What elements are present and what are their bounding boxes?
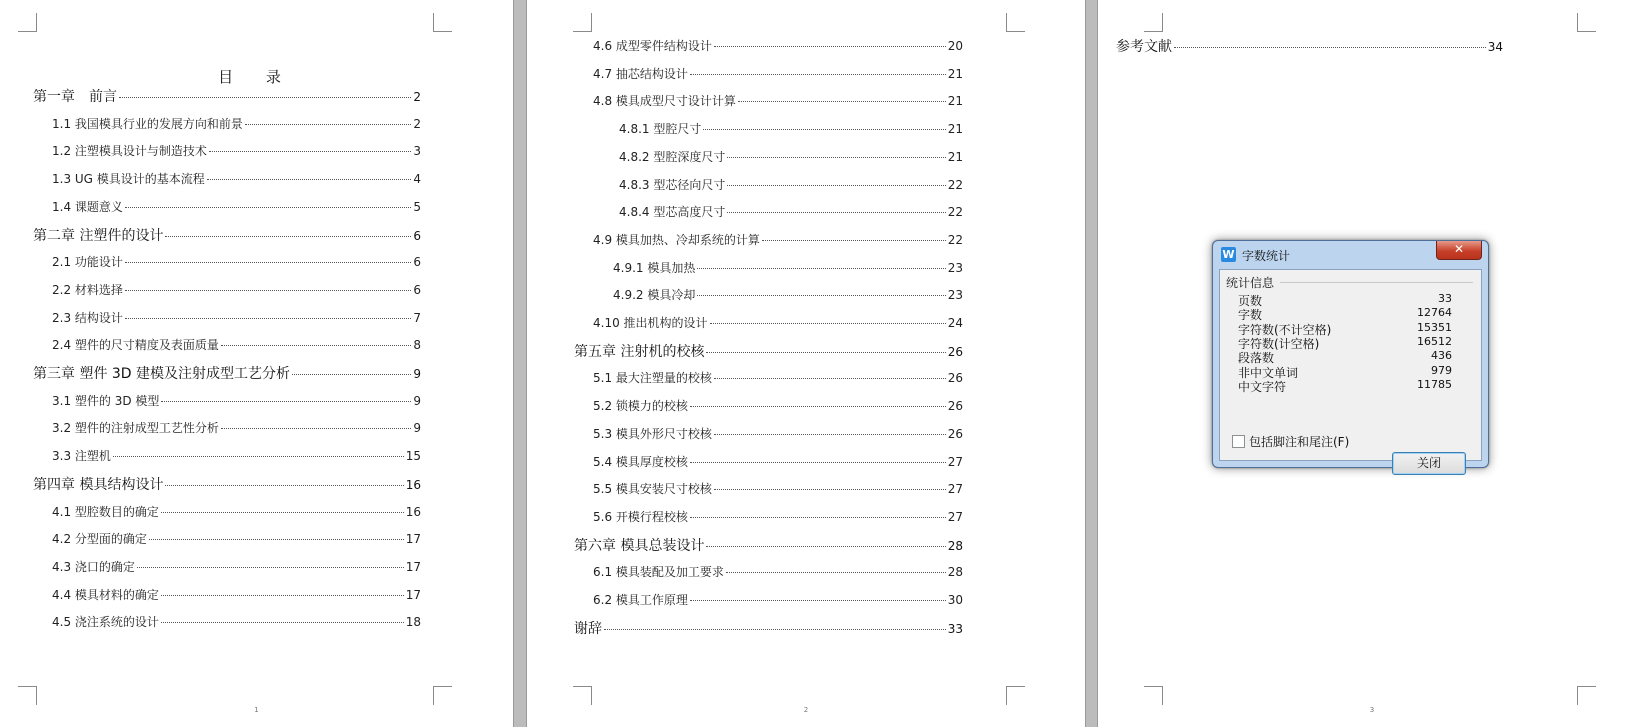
- toc-section-entry[interactable]: [593, 37, 963, 54]
- toc-leader-dots: [221, 345, 411, 346]
- toc-leader-dots: [738, 101, 946, 102]
- toc-page-number: 16: [405, 478, 421, 492]
- toc-section-entry[interactable]: [593, 453, 963, 470]
- toc-page-number: 15: [405, 449, 421, 463]
- toc-page-number: 21: [947, 67, 963, 81]
- close-button[interactable]: 关闭: [1392, 452, 1466, 475]
- toc-page-number: 33: [947, 622, 963, 636]
- page-gutter-1: [513, 0, 527, 727]
- toc-section-entry[interactable]: [52, 142, 421, 159]
- toc-chapter-entry[interactable]: [574, 535, 963, 555]
- toc-page-number: 21: [947, 122, 963, 136]
- stat-value: 436: [1431, 349, 1452, 363]
- toc-page-number: 17: [405, 532, 421, 546]
- page-number: 3: [1369, 706, 1375, 714]
- toc-page-number: 22: [947, 233, 963, 247]
- crop-mark-top-right: [433, 13, 452, 32]
- stat-value: 979: [1431, 363, 1452, 377]
- toc-section-entry[interactable]: [593, 231, 963, 248]
- toc-leader-dots: [714, 434, 946, 435]
- crop-mark-top-right: [1577, 13, 1596, 32]
- toc-leader-dots: [727, 185, 945, 186]
- toc-page-number: 5: [413, 200, 421, 214]
- toc-leader-dots: [703, 129, 945, 130]
- crop-mark-top-left: [18, 13, 37, 32]
- toc-entry-text: 1.2 注塑模具设计与制造技术: [52, 144, 207, 158]
- toc-page-number: 18: [405, 615, 421, 629]
- toc-page-number: 26: [947, 399, 963, 413]
- toc-leader-dots: [165, 485, 403, 486]
- toc-entry-text: 4.10 推出机构的设计: [593, 316, 708, 330]
- page-number: 1: [254, 706, 259, 714]
- toc-entry-text: 4.9.1 模具加热: [613, 261, 696, 275]
- toc-section-entry[interactable]: [52, 558, 421, 575]
- toc-page-number: 26: [947, 371, 963, 385]
- toc-section-entry[interactable]: [593, 591, 963, 608]
- toc-page-number: 24: [947, 316, 963, 330]
- toc-section-entry[interactable]: [619, 176, 963, 193]
- toc-entry-text: 谢辞: [574, 621, 602, 637]
- toc-leader-dots: [762, 240, 946, 241]
- toc-page-number: 23: [947, 261, 963, 275]
- toc-section-entry[interactable]: [593, 314, 963, 331]
- toc-chapter-entry[interactable]: [33, 86, 421, 106]
- toc-leader-dots: [161, 622, 404, 623]
- dialog-titlebar[interactable]: [1213, 241, 1488, 269]
- toc-leader-dots: [207, 179, 412, 180]
- stat-value: 15351: [1417, 320, 1452, 334]
- toc-page-number: 3: [413, 144, 421, 158]
- stat-row: [1238, 292, 1452, 307]
- toc-leader-dots: [690, 517, 946, 518]
- toc-page-number: 27: [947, 455, 963, 469]
- stat-row: [1238, 364, 1452, 379]
- toc-chapter-entry[interactable]: [33, 474, 421, 494]
- stat-value: 16512: [1417, 334, 1452, 348]
- toc-entry-text: 4.7 抽芯结构设计: [593, 67, 688, 81]
- stat-label: 字数: [1238, 308, 1263, 323]
- toc-entry-text: 第一章 前言: [33, 89, 117, 105]
- crop-mark-bottom-right: [1577, 686, 1596, 705]
- toc-section-entry[interactable]: [593, 65, 963, 82]
- toc-entry-text: 5.3 模具外形尺寸校核: [593, 427, 712, 441]
- toc-entry-text: 第六章 模具总装设计: [574, 538, 705, 554]
- toc-leader-dots: [1174, 47, 1486, 48]
- toc-page-number: 30: [947, 593, 963, 607]
- toc-entry-text: 1.3 UG 模具设计的基本流程: [52, 172, 205, 186]
- toc-page-number: 21: [947, 150, 963, 164]
- toc-entry-text: 第三章 塑件 3D 建模及注射成型工艺分析: [33, 366, 291, 382]
- toc-entry-text: 4.5 浇注系统的设计: [52, 615, 159, 629]
- toc-leader-dots: [690, 406, 946, 407]
- toc-section-entry[interactable]: [619, 148, 963, 165]
- toc-entry-text: 第二章 注塑件的设计: [33, 228, 164, 244]
- document-page-2[interactable]: [527, 0, 1085, 727]
- toc-page-number: 22: [947, 178, 963, 192]
- stat-row: [1238, 378, 1452, 393]
- toc-section-entry[interactable]: [593, 425, 963, 442]
- toc-section-entry[interactable]: [593, 508, 963, 525]
- toc-section-entry[interactable]: [52, 115, 421, 132]
- toc-page-number: 21: [947, 94, 963, 108]
- toc-leader-dots: [714, 489, 946, 490]
- toc-entry-text: 5.6 开模行程校核: [593, 510, 688, 524]
- toc-entry-text: 4.3 浇口的确定: [52, 560, 135, 574]
- toc-entry-text: 2.4 塑件的尺寸精度及表面质量: [52, 338, 219, 352]
- toc-entry-text: 第四章 模具结构设计: [33, 477, 164, 493]
- toc-section-entry[interactable]: [593, 563, 963, 580]
- include-footnotes-label[interactable]: 包括脚注和尾注(F): [1249, 435, 1350, 449]
- word-count-dialog[interactable]: [1212, 240, 1489, 468]
- toc-page-number: 20: [947, 39, 963, 53]
- toc-leader-dots: [125, 262, 411, 263]
- toc-chapter-entry[interactable]: [574, 618, 963, 638]
- toc-section-entry[interactable]: [52, 419, 421, 436]
- page-number: 2: [803, 706, 809, 714]
- toc-section-entry[interactable]: [52, 530, 421, 547]
- toc-page-number: 34: [1487, 40, 1503, 54]
- toc-leader-dots: [690, 462, 946, 463]
- toc-page-number: 28: [947, 565, 963, 579]
- toc-leader-dots: [604, 629, 946, 630]
- toc-title: 目 录: [218, 68, 295, 86]
- toc-section-entry[interactable]: [52, 309, 421, 326]
- toc-page-number: 2: [413, 117, 421, 131]
- toc-page-number: 9: [413, 367, 421, 381]
- toc-leader-dots: [706, 546, 945, 547]
- toc-entry-text: 3.2 塑件的注射成型工艺性分析: [52, 421, 219, 435]
- toc-leader-dots: [727, 157, 945, 158]
- toc-section-entry[interactable]: [52, 253, 421, 270]
- crop-mark-top-left: [573, 13, 592, 32]
- toc-section-entry[interactable]: [613, 286, 963, 303]
- toc-section-entry[interactable]: [619, 120, 963, 137]
- toc-entry-text: 4.9.2 模具冷却: [613, 288, 696, 302]
- toc-page-number: 26: [947, 427, 963, 441]
- toc-section-entry[interactable]: [52, 392, 421, 409]
- toc-section-entry[interactable]: [593, 397, 963, 414]
- toc-leader-dots: [706, 352, 945, 353]
- toc-section-entry[interactable]: [52, 447, 421, 464]
- toc-section-entry[interactable]: [52, 503, 421, 520]
- document-page-1[interactable]: [0, 0, 513, 727]
- toc-entry-text: 4.8 模具成型尺寸设计计算: [593, 94, 736, 108]
- toc-entry-text: 1.4 课题意义: [52, 200, 123, 214]
- toc-entry-text: 6.2 模具工作原理: [593, 593, 688, 607]
- toc-entry-text: 2.2 材料选择: [52, 283, 123, 297]
- toc-section-entry[interactable]: [593, 369, 963, 386]
- page-gutter-2: [1085, 0, 1098, 727]
- toc-leader-dots: [697, 295, 945, 296]
- toc-page-number: 9: [413, 394, 421, 408]
- stat-label: 中文字符: [1238, 379, 1287, 394]
- toc-entry-text: 4.8.1 型腔尺寸: [619, 122, 702, 136]
- toc-section-entry[interactable]: [52, 613, 421, 630]
- toc-section-entry[interactable]: [613, 259, 963, 276]
- toc-leader-dots: [690, 74, 946, 75]
- stats-group-label: 统计信息: [1226, 274, 1278, 291]
- stat-label: 页数: [1238, 294, 1263, 308]
- toc-entry-text: 4.8.4 型芯高度尺寸: [619, 205, 726, 219]
- toc-leader-dots: [209, 151, 411, 152]
- toc-page-number: 26: [947, 345, 963, 359]
- stat-value: 33: [1438, 292, 1452, 305]
- toc-page-number: 6: [413, 283, 421, 297]
- stat-value: 12764: [1417, 306, 1452, 320]
- crop-mark-bottom-right: [433, 686, 452, 705]
- toc-section-entry[interactable]: [52, 198, 421, 215]
- toc-leader-dots: [221, 428, 411, 429]
- toc-page-number: 7: [413, 311, 421, 325]
- toc-page-number: 17: [405, 560, 421, 574]
- stat-label: 非中文单词: [1238, 365, 1299, 380]
- toc-leader-dots: [161, 401, 411, 402]
- toc-section-entry[interactable]: [52, 586, 421, 603]
- crop-mark-bottom-left: [573, 686, 592, 705]
- toc-leader-dots: [125, 207, 411, 208]
- toc-page-number: 2: [413, 90, 421, 104]
- crop-mark-top-left: [1144, 13, 1163, 32]
- toc-leader-dots: [137, 567, 404, 568]
- toc-leader-dots: [165, 236, 411, 237]
- toc-entry-text: 4.2 分型面的确定: [52, 532, 147, 546]
- toc-chapter-entry[interactable]: [574, 341, 963, 361]
- toc-leader-dots: [697, 268, 945, 269]
- stat-value: 11785: [1417, 377, 1452, 391]
- toc-page-number: 22: [947, 205, 963, 219]
- toc-leader-dots: [727, 212, 945, 213]
- toc-page-number: 23: [947, 288, 963, 302]
- toc-entry-text: 3.1 塑件的 3D 模型: [52, 394, 160, 408]
- toc-leader-dots: [125, 318, 411, 319]
- dialog-body: [1219, 269, 1482, 470]
- toc-section-entry[interactable]: [619, 203, 963, 220]
- toc-page-number: 8: [413, 338, 421, 352]
- toc-leader-dots: [161, 595, 404, 596]
- toc-section-entry[interactable]: [593, 92, 963, 109]
- toc-page-number: 27: [947, 482, 963, 496]
- toc-leader-dots: [292, 374, 411, 375]
- toc-chapter-entry[interactable]: [33, 363, 421, 383]
- crop-mark-bottom-right: [1006, 686, 1025, 705]
- toc-leader-dots: [245, 124, 411, 125]
- toc-entry-text: 4.1 型腔数目的确定: [52, 505, 159, 519]
- toc-leader-dots: [149, 539, 404, 540]
- toc-entry-text: 4.9 模具加热、冷却系统的计算: [593, 233, 760, 247]
- toc-entry-text: 4.8.3 型芯径向尺寸: [619, 178, 726, 192]
- toc-page-number: 16: [405, 505, 421, 519]
- toc-page-number: 6: [413, 229, 421, 243]
- stat-label: 字符数(计空格): [1238, 336, 1320, 351]
- toc-leader-dots: [113, 456, 404, 457]
- toc-section-entry[interactable]: [52, 170, 421, 187]
- toc-page-number: 17: [405, 588, 421, 602]
- stat-row: [1238, 321, 1452, 336]
- toc-entry-text: 2.1 功能设计: [52, 255, 123, 269]
- toc-leader-dots: [690, 600, 946, 601]
- toc-entry-text: 第五章 注射机的校核: [574, 344, 705, 360]
- toc-entry-text: 5.5 模具安装尺寸校核: [593, 482, 712, 496]
- toc-entry-text: 2.3 结构设计: [52, 311, 123, 325]
- toc-section-entry[interactable]: [52, 281, 421, 298]
- toc-leader-dots: [714, 46, 946, 47]
- stat-label: 字符数(不计空格): [1238, 322, 1332, 337]
- toc-page-number: 6: [413, 255, 421, 269]
- stat-row: [1238, 306, 1452, 321]
- toc-leader-dots: [714, 378, 946, 379]
- toc-entry-text: 参考文献: [1116, 39, 1172, 55]
- stat-row: [1238, 335, 1452, 350]
- include-footnotes-checkbox[interactable]: [1232, 435, 1245, 448]
- toc-entry-text: 1.1 我国模具行业的发展方向和前景: [52, 117, 243, 131]
- toc-page-number: 27: [947, 510, 963, 524]
- close-icon[interactable]: ✕: [1436, 241, 1482, 260]
- crop-mark-top-right: [1006, 13, 1025, 32]
- toc-page-number: 4: [413, 172, 421, 186]
- crop-mark-bottom-left: [1144, 686, 1163, 705]
- toc-entry-text: 3.3 注塑机: [52, 449, 111, 463]
- toc-leader-dots: [710, 323, 946, 324]
- toc-leader-dots: [726, 572, 946, 573]
- toc-chapter-entry[interactable]: [1116, 36, 1503, 56]
- dialog-title: 字数统计: [1242, 249, 1291, 263]
- stat-row: [1238, 349, 1452, 364]
- toc-leader-dots: [125, 290, 411, 291]
- group-divider: [1280, 282, 1473, 283]
- toc-page-number: 28: [947, 539, 963, 553]
- toc-entry-text: 4.6 成型零件结构设计: [593, 39, 712, 53]
- wps-writer-icon: W: [1222, 248, 1235, 261]
- toc-page-number: 9: [413, 421, 421, 435]
- toc-entry-text: 4.4 模具材料的确定: [52, 588, 159, 602]
- toc-entry-text: 5.2 锁模力的校核: [593, 399, 688, 413]
- toc-entry-text: 5.4 模具厚度校核: [593, 455, 688, 469]
- toc-chapter-entry[interactable]: [33, 225, 421, 245]
- crop-mark-bottom-left: [18, 686, 37, 705]
- toc-leader-dots: [161, 512, 404, 513]
- toc-entry-text: 6.1 模具装配及加工要求: [593, 565, 724, 579]
- toc-entry-text: 4.8.2 型腔深度尺寸: [619, 150, 726, 164]
- toc-entry-text: 5.1 最大注塑量的校核: [593, 371, 712, 385]
- toc-leader-dots: [119, 97, 411, 98]
- stat-label: 段落数: [1238, 351, 1275, 366]
- toc-section-entry[interactable]: [593, 480, 963, 497]
- toc-section-entry[interactable]: [52, 336, 421, 353]
